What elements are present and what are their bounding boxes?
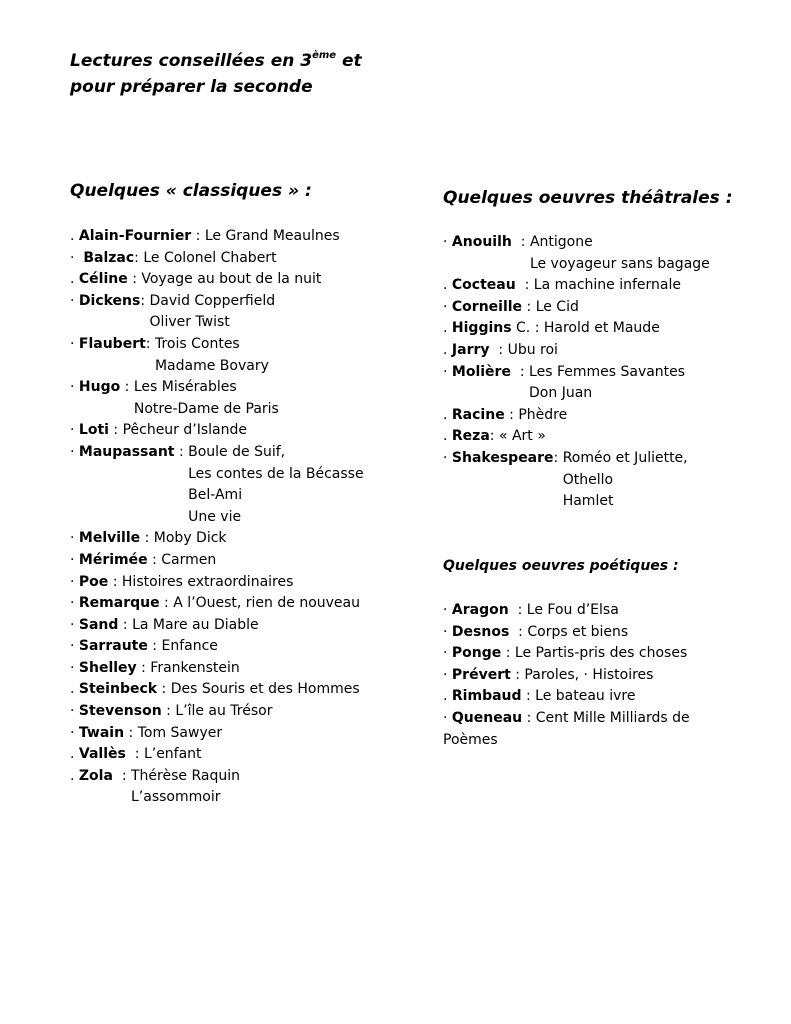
- bullet: .: [70, 228, 79, 244]
- list-item: [70, 636, 364, 658]
- author-name: Sand: [78, 616, 119, 633]
- book-title: Le voyageur sans bagage: [529, 255, 710, 272]
- separator: :: [127, 271, 142, 288]
- book-title: Histoires extraordinaires: [121, 573, 294, 590]
- book-title: Bel-Ami: [188, 487, 243, 504]
- bullet: ·: [70, 379, 79, 396]
- bullet: ·: [70, 724, 79, 741]
- book-title: Phèdre: [518, 406, 568, 423]
- author-name: Shelley: [78, 659, 137, 676]
- bullet: ·: [70, 422, 79, 439]
- author-name: Cocteau: [451, 277, 516, 294]
- list-item: [70, 442, 364, 528]
- author-name: Dickens: [78, 292, 141, 309]
- separator: :: [157, 681, 171, 698]
- author-name: Alain-Fournier: [78, 228, 192, 244]
- title-superscript: ème: [312, 50, 337, 61]
- book-title: Voyage au bout de la nuit: [141, 271, 322, 288]
- separator: :: [140, 530, 154, 547]
- book-title: Enfance: [161, 638, 218, 655]
- list-item: [70, 377, 364, 420]
- separator: :: [112, 767, 131, 784]
- separator: :: [136, 659, 151, 676]
- book-title: Thérèse Raquin: [131, 767, 240, 784]
- bullet: ·: [443, 234, 452, 250]
- list-item: [70, 701, 364, 723]
- book-title: Le Cid: [535, 298, 579, 315]
- separator: :: [159, 595, 174, 612]
- list-item: [70, 572, 364, 594]
- author-name: Jarry: [451, 341, 490, 358]
- bullet: ·: [443, 666, 452, 683]
- bullet: .: [443, 320, 452, 337]
- bullet: ·: [70, 616, 79, 633]
- list-item: [70, 334, 364, 377]
- book-title: La machine infernale: [533, 277, 681, 294]
- theatre-list: [443, 232, 710, 513]
- book-title: David Copperfield: [149, 292, 276, 309]
- list-item: [443, 686, 743, 708]
- author-name: Aragon: [451, 602, 509, 618]
- author-name: Balzac: [83, 249, 135, 266]
- bullet: ·: [70, 443, 79, 460]
- book-title: Les contes de la Bécasse: [188, 465, 364, 482]
- author-name: Stevenson: [78, 703, 162, 720]
- book-title: Trois Contes: [154, 335, 240, 352]
- separator: :: [510, 666, 525, 683]
- list-item: [443, 600, 743, 622]
- title-line2: pour préparer la seconde: [70, 77, 313, 97]
- separator: :: [124, 724, 138, 741]
- list-item: [443, 448, 710, 513]
- separator: :: [174, 443, 189, 460]
- list-item: [70, 658, 364, 680]
- separator: :: [140, 292, 150, 309]
- author-name: Corneille: [451, 298, 523, 315]
- book-title: Don Juan: [529, 385, 593, 402]
- bullet: ·: [70, 335, 79, 352]
- book-title: Tom Sawyer: [137, 724, 223, 741]
- bullet: ·: [70, 530, 79, 547]
- bullet: .: [443, 277, 452, 294]
- book-title: Corps et biens: [527, 623, 629, 640]
- bullet: ·: [70, 659, 79, 676]
- bullet: .: [443, 428, 452, 445]
- list-item: [70, 593, 364, 615]
- book-title: Le Partis-pris des choses: [514, 645, 688, 662]
- separator: :: [553, 449, 563, 466]
- classiques-list: [70, 226, 364, 809]
- author-name: Hugo: [78, 379, 121, 396]
- separator: :: [118, 616, 133, 633]
- page-title: [70, 48, 362, 100]
- list-item: [443, 708, 743, 751]
- author-name: Twain: [78, 724, 125, 741]
- list-item: [443, 297, 710, 319]
- separator: :: [147, 551, 162, 568]
- book-title: Le bateau ivre: [535, 688, 636, 705]
- separator: :: [108, 422, 123, 439]
- book-title: Des Souris et des Hommes: [170, 681, 360, 698]
- author-name: Remarque: [78, 595, 160, 612]
- theatre-heading: Quelques oeuvres théâtrales :: [443, 188, 733, 208]
- author-name: Shakespeare: [451, 449, 554, 466]
- separator: :: [489, 341, 508, 358]
- author-name: Steinbeck: [78, 681, 158, 698]
- separator: :: [161, 703, 176, 720]
- list-item: [443, 643, 743, 665]
- book-title: Le Colonel Chabert: [143, 249, 277, 266]
- list-item: [70, 528, 364, 550]
- bullet: ·: [70, 551, 79, 568]
- book-title: L’assommoir: [131, 789, 221, 806]
- separator: :: [511, 234, 530, 250]
- bullet: .: [70, 746, 79, 763]
- bullet: ·: [443, 298, 452, 315]
- author-name: Flaubert: [78, 335, 146, 352]
- book-title: Frankenstein: [150, 659, 240, 676]
- book-title: A l’Ouest, rien de nouveau: [173, 595, 360, 612]
- list-item: [70, 723, 364, 745]
- book-title: Cent Mille Milliards de Poèmes: [443, 709, 690, 748]
- author-name: Molière: [451, 363, 511, 380]
- bullet: ·: [443, 645, 452, 662]
- book-title: Othello: [562, 471, 614, 488]
- list-item: [443, 622, 743, 644]
- bullet: ·: [443, 363, 452, 380]
- book-title: Les Misérables: [133, 379, 237, 396]
- separator: :: [134, 249, 144, 266]
- list-item: [443, 665, 743, 687]
- author-name: Prévert: [451, 666, 511, 683]
- classiques-heading: Quelques « classiques » :: [70, 181, 312, 201]
- author-name: Loti: [78, 422, 109, 439]
- separator: :: [145, 335, 155, 352]
- book-title: Paroles, · Histoires: [524, 666, 654, 683]
- bullet: .: [443, 341, 452, 358]
- separator: :: [120, 379, 134, 396]
- separator: :: [522, 709, 536, 726]
- book-title: Moby Dick: [153, 530, 227, 547]
- separator: :: [489, 428, 499, 445]
- separator: :: [504, 406, 519, 423]
- author-name: Ponge: [451, 645, 502, 662]
- separator: :: [521, 688, 536, 705]
- book-title: Hamlet: [562, 493, 614, 510]
- poesie-list: [443, 600, 743, 751]
- book-title: Harold et Maude: [543, 320, 660, 337]
- book-title: Antigone: [529, 234, 593, 250]
- book-title: Ubu roi: [507, 341, 558, 358]
- bullet: ·: [70, 703, 79, 720]
- bullet: ·: [443, 449, 452, 466]
- book-title: Oliver Twist: [149, 314, 230, 331]
- bullet: ·: [70, 638, 79, 655]
- list-item: [70, 269, 364, 291]
- author-name: Racine: [451, 406, 505, 423]
- bullet: .: [443, 406, 452, 423]
- author-name: Maupassant: [78, 443, 175, 460]
- list-item: [70, 248, 364, 270]
- list-item: [70, 744, 364, 766]
- separator: :: [510, 363, 530, 380]
- bullet: .: [70, 767, 79, 784]
- book-title: Les Femmes Savantes: [529, 363, 686, 380]
- poesie-heading: Quelques oeuvres poétiques :: [443, 558, 679, 574]
- list-item: [70, 420, 364, 442]
- separator: :: [508, 602, 527, 618]
- book-title: Notre-Dame de Paris: [133, 400, 279, 417]
- author-name: Poe: [78, 573, 109, 590]
- book-title: Madame Bovary: [154, 357, 269, 374]
- separator: :: [191, 228, 205, 244]
- book-title: Boule de Suif,: [188, 443, 286, 460]
- list-item: [443, 232, 710, 275]
- author-name: Anouilh: [451, 234, 512, 250]
- list-item: [70, 226, 364, 248]
- list-item: [70, 766, 364, 809]
- author-name: Sarraute: [78, 638, 148, 655]
- list-item: [70, 550, 364, 572]
- bullet: ·: [70, 292, 79, 309]
- bullet: .: [70, 271, 79, 288]
- list-item: [443, 362, 710, 405]
- author-name: Céline: [78, 271, 128, 288]
- list-item: [70, 615, 364, 637]
- book-title: Roméo et Juliette,: [562, 449, 688, 466]
- bullet: ·: [70, 573, 79, 590]
- book-title: Le Grand Meaulnes: [204, 228, 340, 244]
- book-title: L’enfant: [143, 746, 202, 763]
- book-title: Une vie: [188, 508, 242, 525]
- separator: :: [108, 573, 122, 590]
- separator: :: [501, 645, 515, 662]
- book-title: L’île au Trésor: [175, 703, 273, 720]
- author-name: Higgins: [451, 320, 512, 337]
- book-title: Carmen: [161, 551, 217, 568]
- book-title: La Mare au Diable: [132, 616, 259, 633]
- separator: :: [509, 623, 528, 640]
- bullet: ·: [443, 602, 452, 618]
- author-name: Zola: [78, 767, 113, 784]
- author-name: Desnos: [451, 623, 510, 640]
- book-title: « Art »: [498, 428, 546, 445]
- author-name: Reza: [451, 428, 490, 445]
- list-item: [443, 318, 710, 340]
- author-name: Rimbaud: [451, 688, 522, 705]
- list-item: [443, 405, 710, 427]
- list-item: [443, 340, 710, 362]
- bullet: .: [70, 681, 79, 698]
- author-name: Vallès: [78, 746, 126, 763]
- list-item: [443, 275, 710, 297]
- book-title: Le Fou d’Elsa: [526, 602, 619, 618]
- bullet: ·: [443, 709, 452, 726]
- author-name: Queneau: [451, 709, 523, 726]
- bullet: .: [443, 688, 452, 705]
- author-name: Melville: [78, 530, 141, 547]
- list-item: [70, 291, 364, 334]
- title-line1: Lectures conseillées en 3ème et: [70, 50, 362, 71]
- separator: :: [147, 638, 162, 655]
- author-name: Mérimée: [78, 551, 148, 568]
- bullet: ·: [443, 623, 452, 640]
- list-item: [70, 679, 364, 701]
- separator: :: [522, 298, 536, 315]
- list-item: [443, 426, 710, 448]
- separator: C. :: [511, 320, 544, 337]
- bullet: ·: [70, 595, 79, 612]
- bullet: ·: [70, 249, 84, 266]
- book-title: Pêcheur d’Islande: [122, 422, 247, 439]
- separator: :: [125, 746, 144, 763]
- separator: :: [515, 277, 534, 294]
